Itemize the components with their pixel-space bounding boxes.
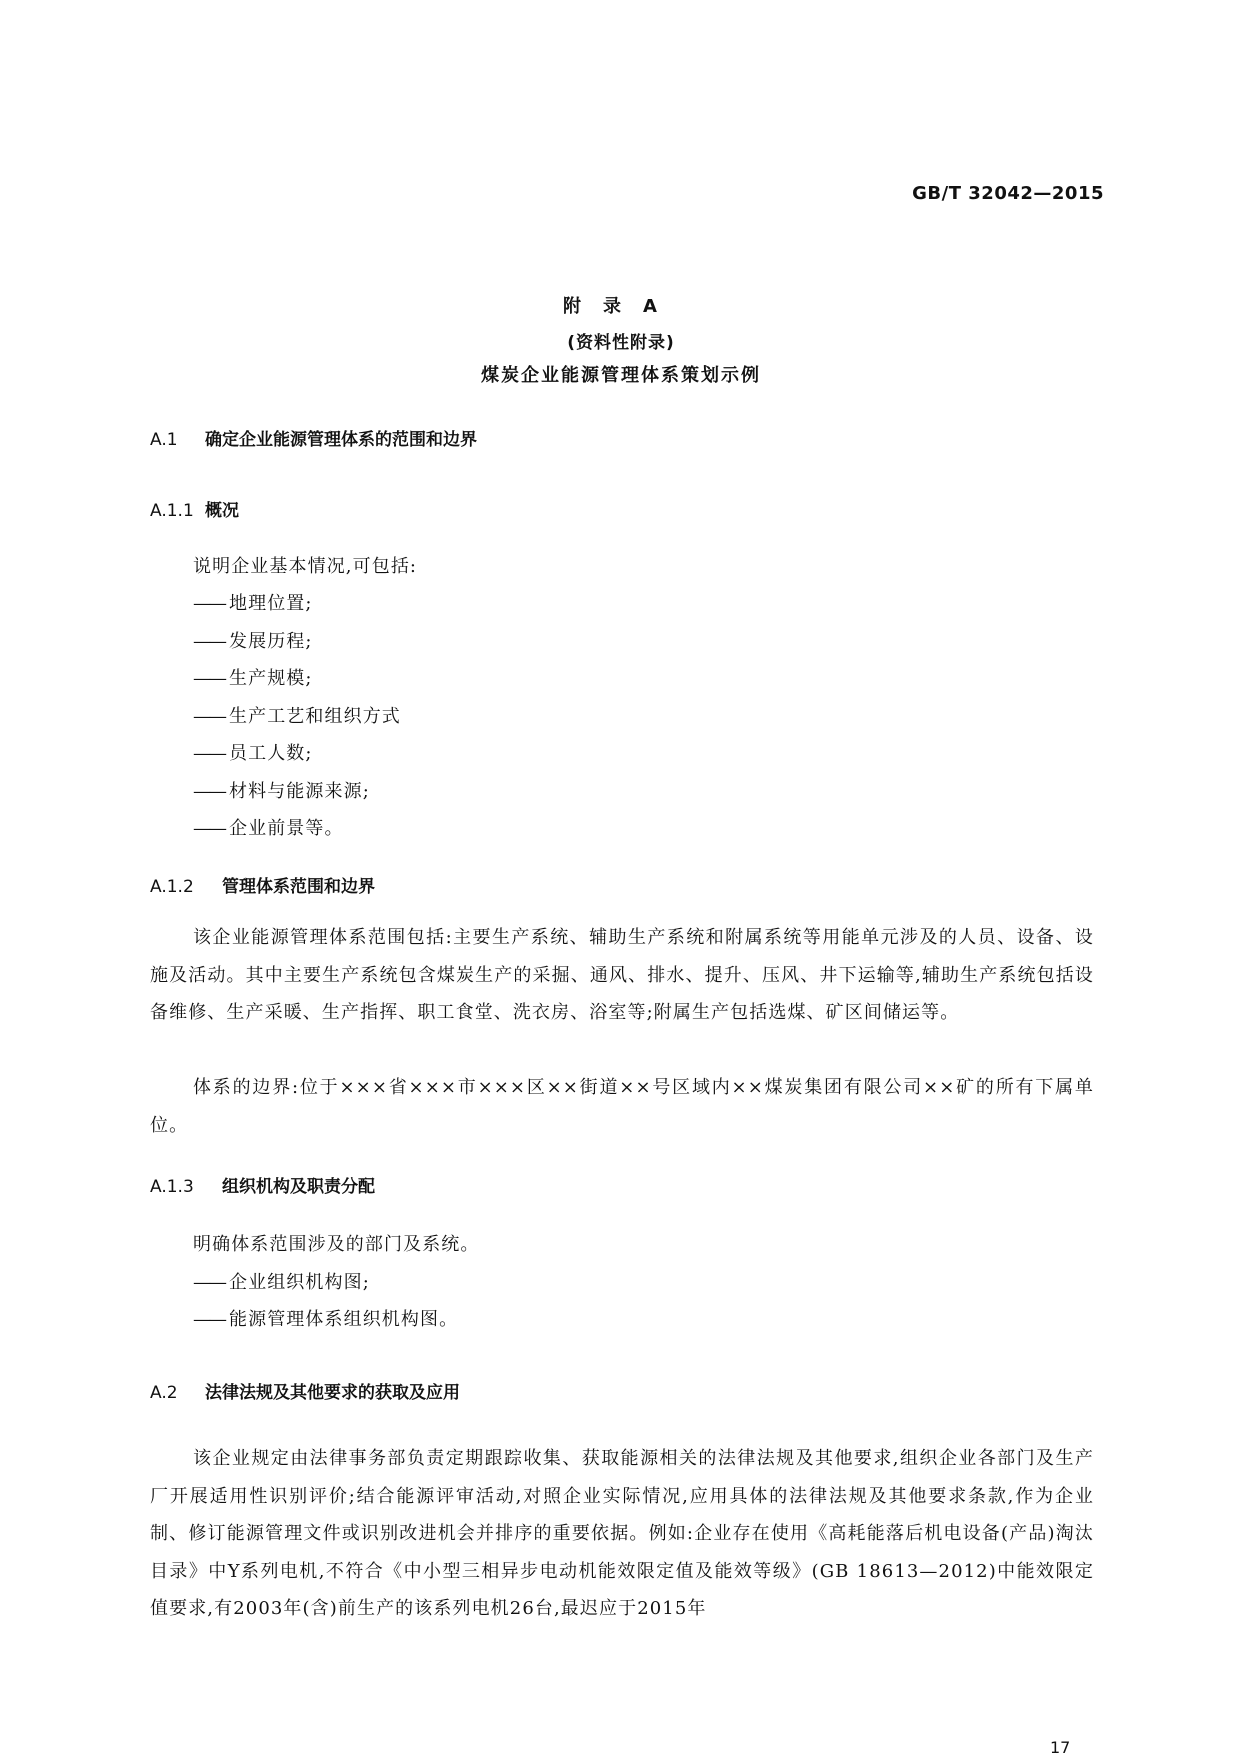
list-item: —— 发展历程; xyxy=(193,631,313,652)
list-item: —— 企业组织机构图; xyxy=(193,1272,370,1293)
list-item: —— 地理位置; xyxy=(193,593,313,614)
list-item: —— 生产规模; xyxy=(193,668,313,689)
annex-title: 附录A xyxy=(563,296,679,317)
list-item: —— 生产工艺和组织方式 xyxy=(193,706,401,727)
standard-code: GB/T 32042—2015 xyxy=(912,183,1104,204)
section-number: A.1.2 xyxy=(150,877,194,897)
section-number: A.1 xyxy=(150,430,178,450)
paragraph: 该企业能源管理体系范围包括:主要生产系统、辅助生产系统和附属系统等用能单元涉及的人员、设备、设施及活动。其中主要生产系统包含煤炭生产的采掘、通风、排水、提升、压风、井下运输等,辅助生产系统包括设备维修、生产采暖、生产指挥、职工食堂、洗衣房、浴室等;附属生产包括选煤、矿区间储运等。 xyxy=(150,927,1094,1023)
section-heading-a1-1 xyxy=(150,496,239,521)
paragraph-intro: 明确体系范围涉及的部门及系统。 xyxy=(193,1234,480,1255)
list-item: —— 员工人数; xyxy=(193,743,313,764)
section-number: A.1.3 xyxy=(150,1177,194,1197)
list-item: —— 能源管理体系组织机构图。 xyxy=(193,1309,459,1330)
paragraph: 该企业规定由法律事务部负责定期跟踪收集、获取能源相关的法律法规及其他要求,组织企业各部门及生产厂开展适用性识别评价;结合能源评审活动,对照企业实际情况,应用具体的法律法规及其他要求条款,作为企业制、修订能源管理文件或识别改进机会并排序的重要依据。例如:企业存在使用《高耗能落后机电设备(产品)淘汰目录》中Y系列电机,不符合《中小型三相异步电动机能效限定值及能效等级》(GB 18613—2012)中能效限定值要求,有2003年(含)前生产的该系列电机26台,最迟应于2015年 xyxy=(150,1448,1094,1619)
section-title: 确定企业能源管理体系的范围和边界 xyxy=(205,430,477,450)
annex-name: 煤炭企业能源管理体系策划示例 xyxy=(481,365,761,386)
paragraph-intro: 说明企业基本情况,可包括: xyxy=(193,556,418,577)
list-item: —— 材料与能源来源; xyxy=(193,781,370,802)
page-number: 17 xyxy=(1050,1738,1071,1757)
section-title: 组织机构及职责分配 xyxy=(222,1177,375,1197)
annex-type: (资料性附录) xyxy=(567,333,675,353)
section-number: A.1.1 xyxy=(150,501,194,521)
section-title: 概况 xyxy=(205,501,239,521)
section-title: 法律法规及其他要求的获取及应用 xyxy=(205,1383,460,1403)
section-heading-a2 xyxy=(150,1378,460,1403)
section-heading-a1-2 xyxy=(150,872,375,897)
list-item: —— 企业前景等。 xyxy=(193,818,344,839)
section-heading-a1 xyxy=(150,425,477,450)
section-heading-a1-3 xyxy=(150,1172,375,1197)
section-number: A.2 xyxy=(150,1383,178,1403)
section-title: 管理体系范围和边界 xyxy=(222,877,375,897)
paragraph: 体系的边界:位于×××省×××市×××区××街道××号区域内××煤炭集团有限公司××矿的所有下属单位。 xyxy=(150,1077,1094,1136)
